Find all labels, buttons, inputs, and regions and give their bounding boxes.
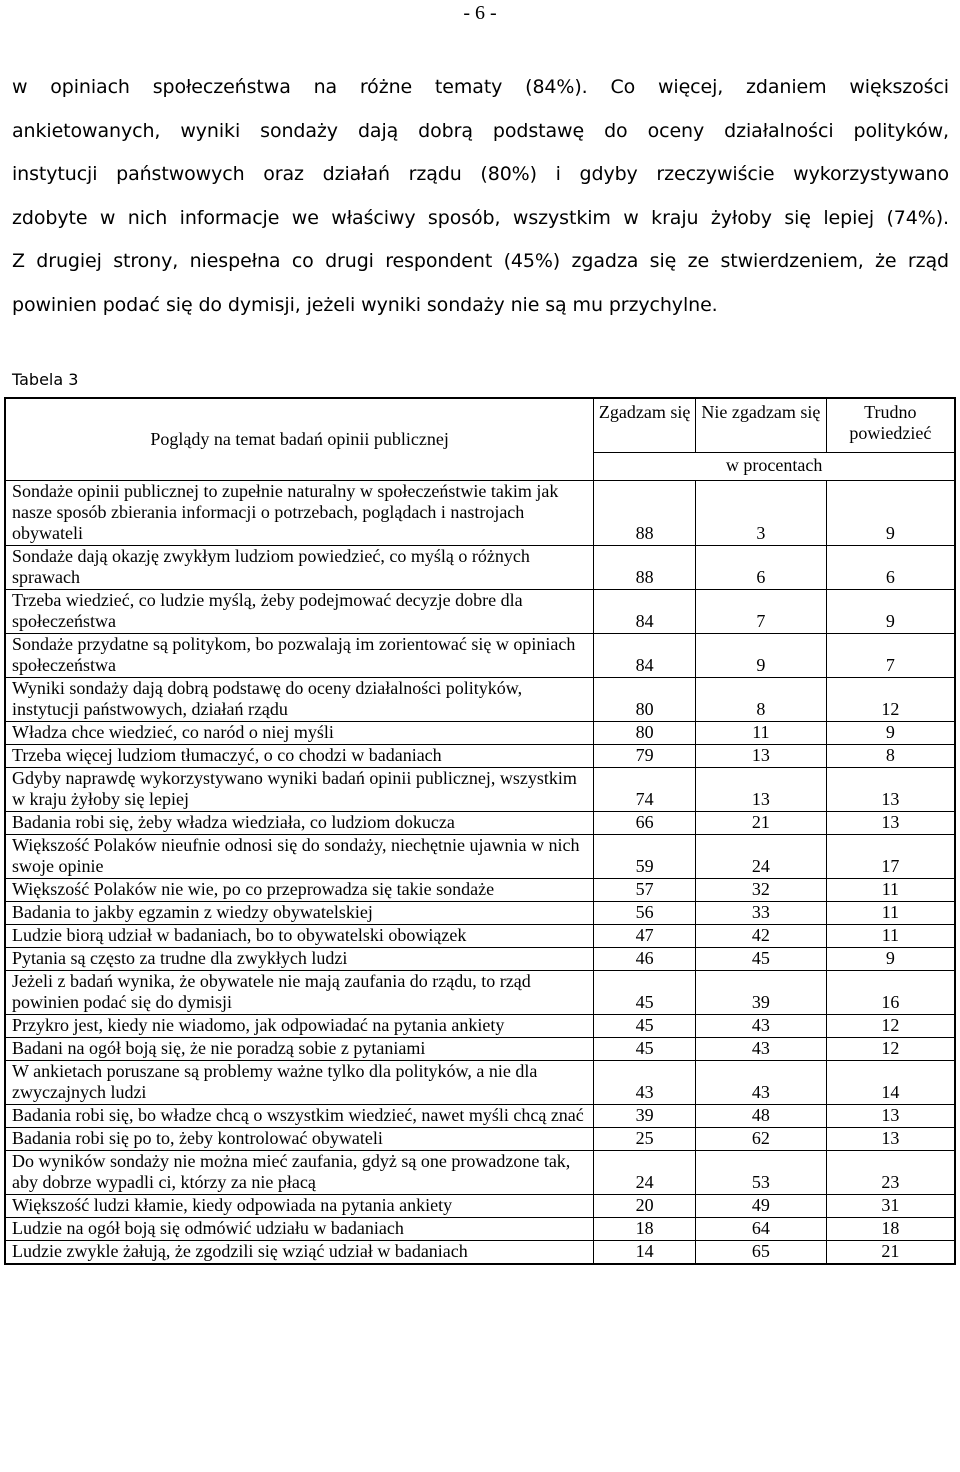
value-disagree: 65	[696, 1240, 827, 1264]
row-label: Przykro jest, kiedy nie wiadomo, jak odpowiadać na pytania ankiety	[5, 1014, 594, 1037]
table-row	[5, 767, 955, 811]
value-agree: 80	[594, 677, 696, 721]
table-row	[5, 924, 955, 947]
value-agree: 45	[594, 970, 696, 1014]
paragraph-line: powinien podać się do dymisji, jeżeli wyniki sondaży nie są mu przychylne.	[12, 293, 718, 316]
value-hard-to-say: 9	[826, 721, 955, 744]
value-disagree: 42	[696, 924, 827, 947]
value-disagree: 43	[696, 1014, 827, 1037]
value-agree: 45	[594, 1037, 696, 1060]
value-agree: 20	[594, 1194, 696, 1217]
table-row	[5, 970, 955, 1014]
table-row	[5, 1240, 955, 1264]
value-agree: 47	[594, 924, 696, 947]
value-hard-to-say: 12	[826, 1014, 955, 1037]
value-agree: 14	[594, 1240, 696, 1264]
header-topic: Poglądy na temat badań opinii publicznej	[5, 398, 594, 480]
value-hard-to-say: 11	[826, 878, 955, 901]
row-label: Ludzie na ogół boją się odmówić udziału w badaniach	[5, 1217, 594, 1240]
table-row	[5, 1104, 955, 1127]
page-number: - 6 -	[463, 2, 497, 24]
table-row	[5, 480, 955, 545]
row-label: Jeżeli z badań wynika, że obywatele nie mają zaufania do rządu, to rząd powinien podać się do dymisji	[5, 970, 594, 1014]
value-agree: 80	[594, 721, 696, 744]
value-disagree: 53	[696, 1150, 827, 1194]
value-hard-to-say: 17	[826, 834, 955, 878]
value-disagree: 48	[696, 1104, 827, 1127]
table-row	[5, 1127, 955, 1150]
value-agree: 56	[594, 901, 696, 924]
opinion-table	[4, 397, 956, 1265]
table-row	[5, 1037, 955, 1060]
value-disagree: 39	[696, 970, 827, 1014]
paragraph-line: ankietowanych, wyniki sondaży dają dobrą podstawę do oceny działalności polityków,	[12, 119, 949, 142]
value-hard-to-say: 16	[826, 970, 955, 1014]
row-label: Ludzie biorą udział w badaniach, bo to obywatelski obowiązek	[5, 924, 594, 947]
value-hard-to-say: 13	[826, 1127, 955, 1150]
value-disagree: 13	[696, 767, 827, 811]
value-disagree: 6	[696, 545, 827, 589]
value-agree: 45	[594, 1014, 696, 1037]
table-row	[5, 1150, 955, 1194]
value-agree: 18	[594, 1217, 696, 1240]
table-row	[5, 878, 955, 901]
value-hard-to-say: 18	[826, 1217, 955, 1240]
value-hard-to-say: 8	[826, 744, 955, 767]
value-agree: 25	[594, 1127, 696, 1150]
value-agree: 66	[594, 811, 696, 834]
value-agree: 39	[594, 1104, 696, 1127]
value-hard-to-say: 9	[826, 480, 955, 545]
value-disagree: 11	[696, 721, 827, 744]
paragraph-line: instytucji państwowych oraz działań rządu (80%) i gdyby rzeczywiście wykorzystywano	[12, 163, 949, 185]
row-label: Trzeba więcej ludziom tłumaczyć, o co chodzi w badaniach	[5, 744, 594, 767]
value-disagree: 62	[696, 1127, 827, 1150]
row-label: Badania robi się po to, żeby kontrolować obywateli	[5, 1127, 594, 1150]
row-label: Większość ludzi kłamie, kiedy odpowiada na pytania ankiety	[5, 1194, 594, 1217]
table-row	[5, 589, 955, 633]
table-body	[5, 480, 955, 1264]
value-hard-to-say: 11	[826, 924, 955, 947]
table-row	[5, 901, 955, 924]
paragraph-line: zdobyte w nich informacje we właściwy sposób, wszystkim w kraju żyłoby się lepiej (74%).	[12, 206, 949, 229]
row-label: Badani na ogół boją się, że nie poradzą sobie z pytaniami	[5, 1037, 594, 1060]
row-label: Sondaże przydatne są politykom, bo pozwalają im zorientować się w opiniach społeczeństwa	[5, 633, 594, 677]
table-row	[5, 545, 955, 589]
value-agree: 24	[594, 1150, 696, 1194]
value-hard-to-say: 13	[826, 767, 955, 811]
row-label: Pytania są często za trudne dla zwykłych ludzi	[5, 947, 594, 970]
row-label: Ludzie zwykle żałują, że zgodzili się wziąć udział w badaniach	[5, 1240, 594, 1264]
header-unit: w procentach	[594, 452, 955, 480]
value-hard-to-say: 13	[826, 1104, 955, 1127]
value-hard-to-say: 23	[826, 1150, 955, 1194]
row-label: Większość Polaków nieufnie odnosi się do sondaży, niechętnie ujawnia w nich swoje opinie	[5, 834, 594, 878]
table-row	[5, 834, 955, 878]
value-disagree: 32	[696, 878, 827, 901]
value-hard-to-say: 9	[826, 589, 955, 633]
table-row	[5, 1194, 955, 1217]
row-label: Gdyby naprawdę wykorzystywano wyniki badań opinii publicznej, wszystkim w kraju żyłoby się lepiej	[5, 767, 594, 811]
table-row	[5, 633, 955, 677]
value-agree: 88	[594, 545, 696, 589]
row-label: Do wyników sondaży nie można mieć zaufania, gdyż są one prowadzone tak, aby dobrze wypadli ci, którzy za nie płacą	[5, 1150, 594, 1194]
value-agree: 43	[594, 1060, 696, 1104]
table-row	[5, 1060, 955, 1104]
table-row	[5, 1014, 955, 1037]
row-label: W ankietach poruszane są problemy ważne tylko dla polityków, a nie dla zwyczajnych ludzi	[5, 1060, 594, 1104]
value-disagree: 24	[696, 834, 827, 878]
table-row	[5, 721, 955, 744]
value-hard-to-say: 7	[826, 633, 955, 677]
value-hard-to-say: 11	[826, 901, 955, 924]
value-agree: 57	[594, 878, 696, 901]
row-label: Sondaże opinii publicznej to zupełnie naturalny w społeczeństwie takim jak nasze sposób zbierania informacji o potrzebach, poglądach i nastrojach obywateli	[5, 480, 594, 545]
table-row	[5, 947, 955, 970]
row-label: Większość Polaków nie wie, po co przeprowadza się takie sondaże	[5, 878, 594, 901]
value-disagree: 43	[696, 1060, 827, 1104]
value-disagree: 64	[696, 1217, 827, 1240]
value-hard-to-say: 13	[826, 811, 955, 834]
value-hard-to-say: 6	[826, 545, 955, 589]
value-agree: 84	[594, 633, 696, 677]
value-hard-to-say: 12	[826, 1037, 955, 1060]
row-label: Trzeba wiedzieć, co ludzie myślą, żeby podejmować decyzje dobre dla społeczeństwa	[5, 589, 594, 633]
value-disagree: 21	[696, 811, 827, 834]
table-row	[5, 677, 955, 721]
row-label: Sondaże dają okazję zwykłym ludziom powiedzieć, co myślą o różnych sprawach	[5, 545, 594, 589]
body-paragraph	[12, 66, 949, 327]
header-disagree: Nie zgadzam się	[696, 398, 827, 452]
value-hard-to-say: 9	[826, 947, 955, 970]
value-disagree: 49	[696, 1194, 827, 1217]
value-disagree: 7	[696, 589, 827, 633]
value-disagree: 33	[696, 901, 827, 924]
table-row	[5, 1217, 955, 1240]
header-agree: Zgadzam się	[594, 398, 696, 452]
paragraph-line: w opiniach społeczeństwa na różne tematy (84%). Co więcej, zdaniem większości	[12, 76, 949, 98]
value-hard-to-say: 14	[826, 1060, 955, 1104]
value-disagree: 43	[696, 1037, 827, 1060]
value-disagree: 3	[696, 480, 827, 545]
value-agree: 74	[594, 767, 696, 811]
table-row	[5, 811, 955, 834]
table-caption: Tabela 3	[12, 370, 79, 389]
value-agree: 88	[594, 480, 696, 545]
table-header	[5, 398, 955, 480]
value-hard-to-say: 21	[826, 1240, 955, 1264]
row-label: Badania robi się, żeby władza wiedziała, co ludziom dokucza	[5, 811, 594, 834]
row-label: Badania to jakby egzamin z wiedzy obywatelskiej	[5, 901, 594, 924]
value-agree: 59	[594, 834, 696, 878]
value-agree: 79	[594, 744, 696, 767]
value-hard-to-say: 31	[826, 1194, 955, 1217]
value-disagree: 8	[696, 677, 827, 721]
value-disagree: 9	[696, 633, 827, 677]
header-hard-to-say: Trudno powiedzieć	[826, 398, 955, 452]
row-label: Badania robi się, bo władze chcą o wszystkim wiedzieć, nawet myśli chcą znać	[5, 1104, 594, 1127]
row-label: Wyniki sondaży dają dobrą podstawę do oceny działalności polityków, instytucji państwowych, działań rządu	[5, 677, 594, 721]
value-hard-to-say: 12	[826, 677, 955, 721]
value-disagree: 13	[696, 744, 827, 767]
value-agree: 84	[594, 589, 696, 633]
row-label: Władza chce wiedzieć, co naród o niej myśli	[5, 721, 594, 744]
table-row	[5, 744, 955, 767]
value-disagree: 45	[696, 947, 827, 970]
value-agree: 46	[594, 947, 696, 970]
paragraph-line: Z drugiej strony, niespełna co drugi respondent (45%) zgadza się ze stwierdzeniem, że rząd	[12, 250, 949, 272]
